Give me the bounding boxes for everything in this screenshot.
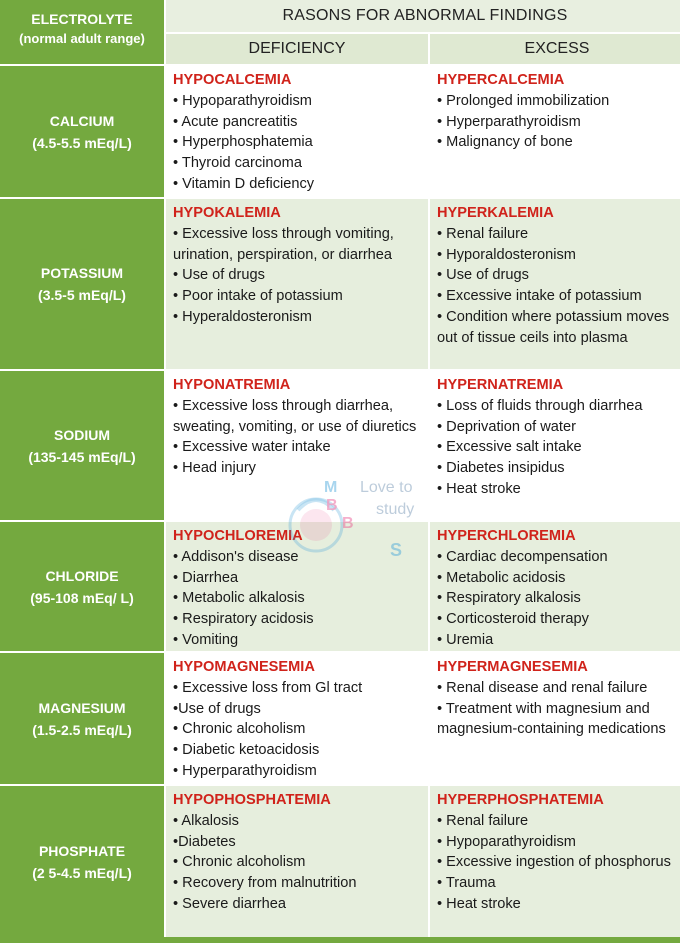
electrolyte-range: (135-145 mEq/L)	[28, 448, 136, 465]
deficiency-cell	[166, 651, 428, 784]
cause-item: • Excessive loss through diarrhea, sweating, vomiting, or use of diuretics	[173, 397, 417, 435]
cause-item: • Deprivation of water	[437, 418, 576, 435]
cause-item: • Excessive salt intake	[437, 439, 582, 456]
svg-text:Love to: Love to	[360, 479, 413, 496]
excess-condition-title: HYPERNATREMIA	[437, 377, 564, 393]
deficiency-condition-title: HYPOPHOSPHATEMIA	[173, 792, 331, 808]
excess-cell	[430, 369, 680, 520]
cause-item: •Use of drugs	[173, 700, 261, 717]
electrolyte-range: (2 5-4.5 mEq/L)	[32, 864, 132, 881]
cause-item: • Diarrhea	[173, 569, 239, 586]
cause-item: • Condition where potassium moves out of tissue ceils into plasma	[437, 308, 674, 346]
svg-text:study: study	[376, 501, 415, 518]
cause-item: • Addison's disease	[173, 548, 299, 565]
cause-item: • Trauma	[437, 875, 496, 892]
electrolyte-header-label: ELECTROLYTE	[31, 11, 133, 27]
electrolyte-name: POTASSIUM	[40, 265, 124, 281]
cause-item: • Hyporaldosteronism	[437, 246, 576, 263]
cause-item: • Excessive loss through vomiting, urination, perspiration, or diarrhea	[173, 225, 398, 263]
deficiency-condition-title: HYPOCHLOREMIA	[173, 528, 303, 544]
deficiency-cell	[166, 197, 428, 369]
excess-cell	[430, 520, 680, 651]
deficiency-cell	[166, 784, 428, 937]
excess-condition-title: HYPERCHLOREMIA	[437, 528, 576, 544]
electrolyte-range: (3.5-5 mEq/L)	[38, 287, 126, 303]
cause-item: • Hyperaldosteronism	[173, 308, 312, 325]
deficiency-condition-title: HYPOMAGNESEMIA	[173, 659, 315, 675]
electrolyte-range: (4.5-5.5 mEq/L)	[32, 134, 132, 151]
excess-cell	[430, 197, 680, 369]
electrolyte-name: CALCIUM	[49, 112, 115, 129]
electrolyte-cell	[0, 520, 164, 651]
cause-item: • Hyperphosphatemia	[173, 134, 313, 151]
cause-item: • Recovery from malnutrition	[173, 875, 357, 892]
cause-item: • Renal failure	[437, 225, 529, 242]
cause-item: • Corticosteroid therapy	[437, 611, 589, 628]
cause-item: • Malignancy of bone	[437, 134, 573, 151]
electrolyte-name: PHOSPHATE	[38, 842, 126, 859]
cause-item: • Cardiac decompensation	[437, 548, 608, 565]
deficiency-condition-title: HYPOCALCEMIA	[173, 72, 292, 88]
cause-item: • Head injury	[173, 460, 256, 477]
cause-item: • Chronic alcoholism	[173, 721, 306, 738]
cause-item: • Heat stroke	[437, 480, 521, 497]
cause-item: • Prolonged immobilization	[437, 92, 610, 109]
cause-item: • Loss of fluids through diarrhea	[437, 397, 643, 414]
deficiency-header: DEFICIENCY	[166, 34, 428, 64]
cause-item: • Use of drugs	[437, 267, 529, 284]
cause-item: • Chronic alcoholism	[173, 854, 306, 871]
deficiency-condition-title: HYPOKALEMIA	[173, 205, 281, 221]
excess-cell	[430, 651, 680, 784]
deficiency-cell	[166, 520, 428, 651]
cause-item: • Alkalosis	[173, 812, 239, 829]
cause-item: • Thyroid carcinoma	[173, 155, 302, 172]
cause-item: • Vitamin D deficiency	[173, 175, 315, 192]
electrolyte-column-header	[0, 0, 164, 64]
electrolyte-name: CHLORIDE	[45, 567, 119, 584]
svg-text:B: B	[326, 497, 338, 514]
excess-condition-title: HYPERPHOSPHATEMIA	[437, 792, 604, 808]
cause-item: • Severe diarrhea	[173, 895, 287, 912]
cause-item: • Uremia	[437, 631, 494, 648]
cause-item: • Use of drugs	[173, 267, 265, 284]
cause-item: • Hyperparathyroidism	[437, 113, 581, 130]
cause-item: • Respiratory alkalosis	[437, 590, 581, 607]
electrolyte-range: (1.5-2.5 mEq/L)	[32, 721, 132, 738]
cause-item: • Diabetes insipidus	[437, 460, 565, 477]
cause-item: • Hypoparathyroidism	[437, 833, 576, 850]
cause-item: • Heat stroke	[437, 895, 521, 912]
deficiency-cell	[166, 64, 428, 197]
cause-item: • Poor intake of potassium	[173, 288, 343, 305]
reasons-header: RASONS FOR ABNORMAL FINDINGS	[166, 0, 680, 34]
cause-item: • Renal disease and renal failure	[437, 679, 648, 696]
electrolyte-name: SODIUM	[54, 426, 110, 443]
excess-condition-title: HYPERCALCEMIA	[437, 72, 565, 88]
cause-item: • Metabolic acidosis	[437, 569, 566, 586]
cause-item: • Excessive ingestion of phosphorus	[437, 854, 671, 871]
cause-item: • Excessive water intake	[173, 439, 331, 456]
cause-item: • Excessive loss from Gl tract	[173, 679, 363, 696]
excess-condition-title: HYPERKALEMIA	[437, 205, 554, 221]
deficiency-condition-title: HYPONATREMIA	[173, 377, 291, 393]
electrolyte-cell	[0, 651, 164, 784]
cause-item: •Diabetes	[173, 833, 236, 850]
cause-item: • Hypoparathyroidism	[173, 92, 312, 109]
deficiency-cell	[166, 369, 428, 520]
svg-text:S: S	[390, 540, 403, 560]
excess-condition-title: HYPERMAGNESEMIA	[437, 659, 588, 675]
electrolyte-cell	[0, 784, 164, 937]
electrolyte-name: MAGNESIUM	[38, 699, 126, 716]
electrolyte-cell	[0, 369, 164, 520]
cause-item: • Respiratory acidosis	[173, 611, 314, 628]
cause-item: • Vomiting	[173, 631, 239, 648]
cause-item: • Hyperparathyroidism	[173, 762, 317, 779]
svg-text:B: B	[342, 515, 354, 532]
cause-item: • Excessive intake of potassium	[437, 288, 642, 305]
bottom-border	[0, 937, 680, 943]
electrolyte-cell	[0, 197, 164, 369]
normal-range-note: (normal adult range)	[19, 31, 145, 46]
cause-item: • Metabolic alkalosis	[173, 590, 305, 607]
excess-cell	[430, 784, 680, 937]
electrolyte-cell	[0, 64, 164, 197]
excess-header: EXCESS	[430, 34, 680, 64]
cause-item: • Diabetic ketoacidosis	[173, 742, 320, 759]
cause-item: • Treatment with magnesium and magnesium-containing medications	[437, 700, 666, 738]
cause-item: • Renal failure	[437, 812, 529, 829]
electrolyte-range: (95-108 mEq/ L)	[30, 589, 134, 606]
svg-text:M: M	[324, 479, 338, 496]
cause-item: • Acute pancreatitis	[173, 113, 298, 130]
excess-cell	[430, 64, 680, 197]
